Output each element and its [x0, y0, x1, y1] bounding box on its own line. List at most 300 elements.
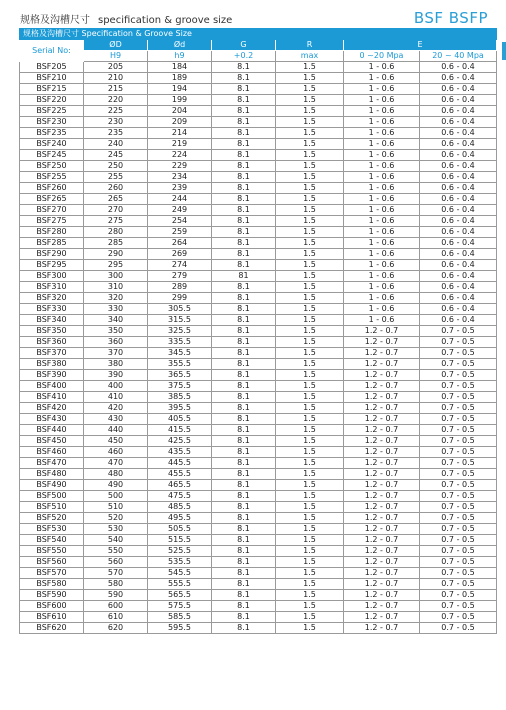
table-cell: 0.6 - 0.4: [420, 95, 497, 106]
table-cell: 360: [84, 337, 148, 348]
table-cell: 1.2 - 0.7: [344, 381, 420, 392]
table-cell: 1.5: [276, 106, 344, 117]
table-cell: 495.5: [148, 513, 212, 524]
table-cell: 1.5: [276, 304, 344, 315]
table-row: [20, 238, 497, 249]
table-cell: 1.2 - 0.7: [344, 568, 420, 579]
table-cell: 285: [84, 238, 148, 249]
table-cell: 0.7 - 0.5: [420, 425, 497, 436]
table-cell: 420: [84, 403, 148, 414]
table-body: [20, 62, 497, 634]
table-cell: 1 - 0.6: [344, 62, 420, 73]
serial-cell: BSF290: [20, 249, 84, 260]
table-row: [20, 458, 497, 469]
table-row: [20, 172, 497, 183]
table-cell: 1 - 0.6: [344, 117, 420, 128]
table-cell: 1.2 - 0.7: [344, 447, 420, 458]
serial-cell: BSF440: [20, 425, 84, 436]
table-cell: 0.7 - 0.5: [420, 513, 497, 524]
table-cell: 0.7 - 0.5: [420, 326, 497, 337]
table-cell: 1 - 0.6: [344, 172, 420, 183]
table-cell: 0.7 - 0.5: [420, 601, 497, 612]
table-cell: 1.5: [276, 436, 344, 447]
table-cell: 0.6 - 0.4: [420, 73, 497, 84]
table-cell: 585.5: [148, 612, 212, 623]
table-cell: 8.1: [212, 403, 276, 414]
serial-header: Serial No:: [20, 40, 84, 62]
table-cell: 8.1: [212, 73, 276, 84]
table-cell: 0.6 - 0.4: [420, 117, 497, 128]
table-cell: 525.5: [148, 546, 212, 557]
table-cell: 1.2 - 0.7: [344, 546, 420, 557]
table-row: [20, 469, 497, 480]
table-cell: 520: [84, 513, 148, 524]
page-title-en: specification & groove size: [98, 15, 233, 26]
table-cell: 1.5: [276, 315, 344, 326]
serial-cell: BSF560: [20, 557, 84, 568]
table-cell: 1.5: [276, 62, 344, 73]
table-cell: 8.1: [212, 194, 276, 205]
table-cell: 545.5: [148, 568, 212, 579]
table-cell: 244: [148, 194, 212, 205]
table-cell: 1 - 0.6: [344, 73, 420, 84]
serial-cell: BSF500: [20, 491, 84, 502]
table-cell: 8.1: [212, 447, 276, 458]
table-cell: 1.2 - 0.7: [344, 359, 420, 370]
table-cell: 1.5: [276, 359, 344, 370]
table-row: [20, 84, 497, 95]
table-cell: 239: [148, 183, 212, 194]
table-cell: 1 - 0.6: [344, 161, 420, 172]
table-cell: 0.7 - 0.5: [420, 392, 497, 403]
table-row: [20, 535, 497, 546]
table-cell: 490: [84, 480, 148, 491]
table-row: [20, 370, 497, 381]
table-cell: 600: [84, 601, 148, 612]
table-cell: 595.5: [148, 623, 212, 634]
table-cell: 194: [148, 84, 212, 95]
table-cell: 8.1: [212, 480, 276, 491]
table-row: [20, 414, 497, 425]
table-cell: 8.1: [212, 524, 276, 535]
table-cell: 0.6 - 0.4: [420, 62, 497, 73]
table-cell: 1.2 - 0.7: [344, 458, 420, 469]
table-cell: 8.1: [212, 557, 276, 568]
serial-cell: BSF240: [20, 139, 84, 150]
table-row: [20, 612, 497, 623]
spec-table: [19, 28, 497, 634]
serial-cell: BSF600: [20, 601, 84, 612]
table-cell: 0.6 - 0.4: [420, 150, 497, 161]
table-cell: 1 - 0.6: [344, 260, 420, 271]
table-cell: 0.7 - 0.5: [420, 568, 497, 579]
table-cell: 1 - 0.6: [344, 238, 420, 249]
table-cell: 0.7 - 0.5: [420, 612, 497, 623]
table-cell: 255: [84, 172, 148, 183]
serial-cell: BSF360: [20, 337, 84, 348]
table-cell: 1.2 - 0.7: [344, 480, 420, 491]
table-cell: 0.7 - 0.5: [420, 414, 497, 425]
table-cell: 235: [84, 128, 148, 139]
table-cell: 500: [84, 491, 148, 502]
table-cell: 0.6 - 0.4: [420, 238, 497, 249]
table-cell: 1 - 0.6: [344, 216, 420, 227]
table-row: [20, 337, 497, 348]
col-header-r: R: [276, 40, 344, 51]
table-row: [20, 326, 497, 337]
table-cell: 1.5: [276, 128, 344, 139]
table-cell: 475.5: [148, 491, 212, 502]
table-cell: 224: [148, 150, 212, 161]
table-cell: 305.5: [148, 304, 212, 315]
serial-cell: BSF590: [20, 590, 84, 601]
table-row: [20, 513, 497, 524]
table-cell: 450: [84, 436, 148, 447]
serial-cell: BSF260: [20, 183, 84, 194]
table-cell: 81: [212, 271, 276, 282]
serial-cell: BSF320: [20, 293, 84, 304]
table-cell: 1.2 - 0.7: [344, 403, 420, 414]
table-cell: 1 - 0.6: [344, 194, 420, 205]
table-cell: 325.5: [148, 326, 212, 337]
col-header-id: Ød: [148, 40, 212, 51]
table-cell: 1.5: [276, 579, 344, 590]
table-cell: 1.2 - 0.7: [344, 326, 420, 337]
table-cell: 0.7 - 0.5: [420, 436, 497, 447]
table-cell: 380: [84, 359, 148, 370]
table-cell: 1.5: [276, 414, 344, 425]
table-cell: 330: [84, 304, 148, 315]
table-cell: 8.1: [212, 392, 276, 403]
table-row: [20, 62, 497, 73]
serial-cell: BSF430: [20, 414, 84, 425]
serial-cell: BSF225: [20, 106, 84, 117]
table-cell: 210: [84, 73, 148, 84]
table-cell: 1.2 - 0.7: [344, 601, 420, 612]
table-cell: 8.1: [212, 436, 276, 447]
table-row: [20, 436, 497, 447]
table-cell: 0.7 - 0.5: [420, 337, 497, 348]
table-cell: 8.1: [212, 425, 276, 436]
table-cell: 1.5: [276, 84, 344, 95]
table-cell: 1.2 - 0.7: [344, 623, 420, 634]
table-cell: 390: [84, 370, 148, 381]
table-cell: 0.6 - 0.4: [420, 194, 497, 205]
table-cell: 0.7 - 0.5: [420, 579, 497, 590]
table-cell: 8.1: [212, 502, 276, 513]
table-cell: 8.1: [212, 249, 276, 260]
table-cell: 1 - 0.6: [344, 293, 420, 304]
table-cell: 8.1: [212, 601, 276, 612]
table-row: [20, 491, 497, 502]
table-cell: 0.7 - 0.5: [420, 370, 497, 381]
table-row: [20, 546, 497, 557]
table-cell: 1.5: [276, 557, 344, 568]
table-cell: 234: [148, 172, 212, 183]
table-row: [20, 150, 497, 161]
table-cell: 0.7 - 0.5: [420, 524, 497, 535]
serial-cell: BSF400: [20, 381, 84, 392]
serial-cell: BSF215: [20, 84, 84, 95]
table-cell: 440: [84, 425, 148, 436]
col-sub-id: h9: [148, 51, 212, 62]
table-cell: 1.5: [276, 458, 344, 469]
serial-cell: BSF310: [20, 282, 84, 293]
table-cell: 1 - 0.6: [344, 282, 420, 293]
table-cell: 8.1: [212, 282, 276, 293]
serial-cell: BSF420: [20, 403, 84, 414]
serial-cell: BSF610: [20, 612, 84, 623]
table-row: [20, 194, 497, 205]
table-cell: 1.5: [276, 73, 344, 84]
table-cell: 355.5: [148, 359, 212, 370]
table-row: [20, 392, 497, 403]
table-cell: 205: [84, 62, 148, 73]
table-cell: 199: [148, 95, 212, 106]
serial-cell: BSF340: [20, 315, 84, 326]
serial-cell: BSF550: [20, 546, 84, 557]
table-cell: 1.5: [276, 568, 344, 579]
table-cell: 400: [84, 381, 148, 392]
table-cell: 0.7 - 0.5: [420, 469, 497, 480]
table-cell: 1 - 0.6: [344, 95, 420, 106]
col-sub-r: max: [276, 51, 344, 62]
table-cell: 1.5: [276, 238, 344, 249]
table-row: [20, 73, 497, 84]
table-cell: 560: [84, 557, 148, 568]
table-cell: 0.7 - 0.5: [420, 502, 497, 513]
table-cell: 8.1: [212, 414, 276, 425]
table-cell: 300: [84, 271, 148, 282]
table-cell: 8.1: [212, 62, 276, 73]
table-cell: 515.5: [148, 535, 212, 546]
table-cell: 590: [84, 590, 148, 601]
table-cell: 1.5: [276, 205, 344, 216]
table-row: [20, 95, 497, 106]
serial-cell: BSF620: [20, 623, 84, 634]
table-cell: 1.5: [276, 271, 344, 282]
table-cell: 8.1: [212, 84, 276, 95]
table-cell: 1.2 - 0.7: [344, 469, 420, 480]
table-cell: 8.1: [212, 117, 276, 128]
col-sub-e-high: 20 ~ 40 Mpa: [420, 51, 497, 62]
table-cell: 215: [84, 84, 148, 95]
table-cell: 8.1: [212, 579, 276, 590]
serial-cell: BSF280: [20, 227, 84, 238]
table-cell: 0.6 - 0.4: [420, 172, 497, 183]
table-cell: 0.7 - 0.5: [420, 381, 497, 392]
table-cell: 1 - 0.6: [344, 315, 420, 326]
table-cell: 249: [148, 205, 212, 216]
table-cell: 0.6 - 0.4: [420, 293, 497, 304]
col-sub-e-low: 0 ~20 Mpa: [344, 51, 420, 62]
table-cell: 1.5: [276, 425, 344, 436]
table-row: [20, 260, 497, 271]
serial-cell: BSF520: [20, 513, 84, 524]
table-cell: 8.1: [212, 304, 276, 315]
table-cell: 295: [84, 260, 148, 271]
table-cell: 8.1: [212, 546, 276, 557]
table-cell: 1 - 0.6: [344, 139, 420, 150]
table-cell: 1.5: [276, 403, 344, 414]
table-cell: 310: [84, 282, 148, 293]
table-row: [20, 568, 497, 579]
serial-cell: BSF330: [20, 304, 84, 315]
table-cell: 0.7 - 0.5: [420, 535, 497, 546]
serial-cell: BSF285: [20, 238, 84, 249]
table-cell: 245: [84, 150, 148, 161]
table-caption: 规格及沟槽尺寸 Specification & Groove Size: [20, 29, 497, 40]
table-cell: 1.2 - 0.7: [344, 590, 420, 601]
table-cell: 0.6 - 0.4: [420, 205, 497, 216]
table-cell: 0.6 - 0.4: [420, 271, 497, 282]
serial-cell: BSF470: [20, 458, 84, 469]
table-cell: 1.5: [276, 150, 344, 161]
table-row: [20, 117, 497, 128]
table-row: [20, 227, 497, 238]
table-cell: 8.1: [212, 183, 276, 194]
table-cell: 480: [84, 469, 148, 480]
table-cell: 8.1: [212, 623, 276, 634]
serial-cell: BSF265: [20, 194, 84, 205]
table-cell: 505.5: [148, 524, 212, 535]
table-cell: 315.5: [148, 315, 212, 326]
table-row: [20, 359, 497, 370]
table-cell: 1.5: [276, 447, 344, 458]
table-cell: 540: [84, 535, 148, 546]
table-cell: 1.5: [276, 469, 344, 480]
table-row: [20, 480, 497, 491]
table-cell: 1.2 - 0.7: [344, 337, 420, 348]
table-cell: 229: [148, 161, 212, 172]
table-cell: 0.6 - 0.4: [420, 128, 497, 139]
table-cell: 415.5: [148, 425, 212, 436]
table-cell: 0.6 - 0.4: [420, 315, 497, 326]
table-cell: 214: [148, 128, 212, 139]
table-cell: 460: [84, 447, 148, 458]
table-cell: 260: [84, 183, 148, 194]
table-cell: 289: [148, 282, 212, 293]
table-cell: 204: [148, 106, 212, 117]
table-cell: 1.5: [276, 480, 344, 491]
table-cell: 1.5: [276, 546, 344, 557]
table-cell: 8.1: [212, 612, 276, 623]
table-cell: 279: [148, 271, 212, 282]
table-cell: 1.2 - 0.7: [344, 524, 420, 535]
table-cell: 8.1: [212, 535, 276, 546]
table-cell: 1.2 - 0.7: [344, 513, 420, 524]
table-cell: 0.7 - 0.5: [420, 359, 497, 370]
table-cell: 1.5: [276, 249, 344, 260]
table-cell: 0.7 - 0.5: [420, 557, 497, 568]
serial-cell: BSF250: [20, 161, 84, 172]
table-row: [20, 524, 497, 535]
table-row: [20, 271, 497, 282]
table-cell: 1.5: [276, 282, 344, 293]
table-cell: 1.2 - 0.7: [344, 535, 420, 546]
table-cell: 0.6 - 0.4: [420, 260, 497, 271]
table-cell: 1.2 - 0.7: [344, 612, 420, 623]
table-cell: 225: [84, 106, 148, 117]
table-cell: 8.1: [212, 370, 276, 381]
table-cell: 435.5: [148, 447, 212, 458]
table-cell: 1.5: [276, 392, 344, 403]
table-cell: 530: [84, 524, 148, 535]
table-cell: 0.6 - 0.4: [420, 282, 497, 293]
table-row: [20, 381, 497, 392]
table-cell: 375.5: [148, 381, 212, 392]
serial-cell: BSF275: [20, 216, 84, 227]
table-cell: 620: [84, 623, 148, 634]
table-cell: 510: [84, 502, 148, 513]
table-cell: 1.5: [276, 326, 344, 337]
table-cell: 1.5: [276, 139, 344, 150]
table-cell: 0.6 - 0.4: [420, 139, 497, 150]
table-row: [20, 183, 497, 194]
table-cell: 8.1: [212, 106, 276, 117]
col-sub-g: +0.2: [212, 51, 276, 62]
table-cell: 570: [84, 568, 148, 579]
table-cell: 385.5: [148, 392, 212, 403]
page-title: [20, 11, 232, 26]
table-row: [20, 425, 497, 436]
table-cell: 370: [84, 348, 148, 359]
table-cell: 1.5: [276, 337, 344, 348]
table-cell: 8.1: [212, 172, 276, 183]
table-cell: 465.5: [148, 480, 212, 491]
table-cell: 1.5: [276, 370, 344, 381]
table-cell: 1.2 - 0.7: [344, 348, 420, 359]
table-cell: 8.1: [212, 260, 276, 271]
table-cell: 1 - 0.6: [344, 271, 420, 282]
serial-cell: BSF570: [20, 568, 84, 579]
table-cell: 1.5: [276, 348, 344, 359]
table-row: [20, 304, 497, 315]
table-cell: 8.1: [212, 590, 276, 601]
table-cell: 8.1: [212, 293, 276, 304]
table-cell: 8.1: [212, 128, 276, 139]
table-cell: 8.1: [212, 359, 276, 370]
table-cell: 405.5: [148, 414, 212, 425]
table-cell: 264: [148, 238, 212, 249]
table-cell: 555.5: [148, 579, 212, 590]
table-cell: 455.5: [148, 469, 212, 480]
table-cell: 1.2 - 0.7: [344, 425, 420, 436]
table-row: [20, 601, 497, 612]
table-row: [20, 348, 497, 359]
serial-cell: BSF295: [20, 260, 84, 271]
table-cell: 1.5: [276, 381, 344, 392]
table-row: [20, 249, 497, 260]
table-cell: 0.6 - 0.4: [420, 183, 497, 194]
serial-cell: BSF220: [20, 95, 84, 106]
table-cell: 1.5: [276, 535, 344, 546]
table-cell: 350: [84, 326, 148, 337]
table-cell: 184: [148, 62, 212, 73]
table-cell: 1.5: [276, 194, 344, 205]
table-cell: 8.1: [212, 216, 276, 227]
serial-cell: BSF450: [20, 436, 84, 447]
table-cell: 1.2 - 0.7: [344, 436, 420, 447]
table-cell: 220: [84, 95, 148, 106]
table-cell: 1.5: [276, 513, 344, 524]
table-cell: 0.7 - 0.5: [420, 458, 497, 469]
table-cell: 0.7 - 0.5: [420, 403, 497, 414]
table-cell: 345.5: [148, 348, 212, 359]
table-cell: 0.7 - 0.5: [420, 480, 497, 491]
table-cell: 8.1: [212, 348, 276, 359]
table-cell: 1.5: [276, 260, 344, 271]
